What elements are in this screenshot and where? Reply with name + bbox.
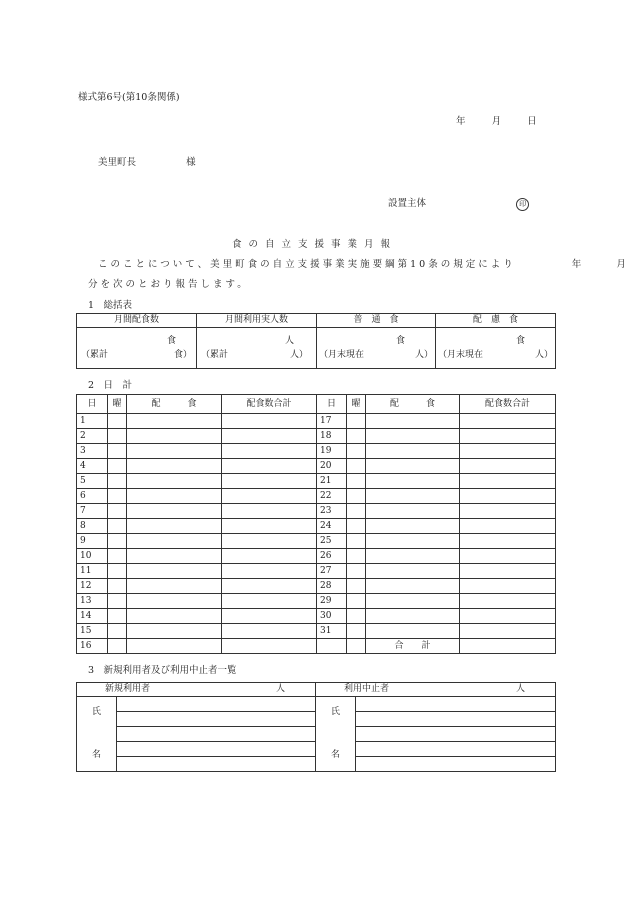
day-number: 31 [317,624,347,639]
day-number: 18 [317,429,347,444]
weekday-cell [347,579,366,594]
summary-value-row [77,328,556,369]
users-table [76,682,556,772]
meal-total-cell [460,414,556,429]
header-meal: 配 食 [366,395,460,414]
table-row [77,519,556,534]
date-year: 年 [456,116,466,127]
header-weekday: 曜 [347,395,366,414]
stopped-users-unit: 人 [515,684,525,694]
weekday-cell [347,564,366,579]
table-row [77,579,556,594]
day-number: 9 [77,534,108,549]
table-row [77,429,556,444]
new-users-unit: 人 [275,684,285,694]
stopped-user-entry [356,757,556,772]
meal-total-cell [222,504,317,519]
weekday-cell [347,474,366,489]
meal-total-cell [460,429,556,444]
table-row [77,549,556,564]
meal-total-cell [222,459,317,474]
meal-cell [127,504,222,519]
stopped-users-header [316,683,556,697]
new-name-label [77,697,117,772]
day-number: 20 [317,459,347,474]
meal-cell [366,474,460,489]
meal-cell [127,609,222,624]
day-number: 28 [317,579,347,594]
meal-cell [127,549,222,564]
meal-total-cell [460,579,556,594]
weekday-cell [108,564,127,579]
new-user-entry [117,712,316,727]
weekday-cell [347,414,366,429]
meal-cell [366,624,460,639]
sender [388,195,529,211]
meal-cell [366,414,460,429]
name-bottom-char: 名 [91,750,101,760]
new-users-header [77,683,316,697]
grand-total-cell [460,639,556,654]
day-number: 26 [317,549,347,564]
meal-total-cell [460,624,556,639]
meal-total-cell [460,594,556,609]
new-user-entry [117,727,316,742]
meal-cell [366,459,460,474]
meal-total-cell [222,624,317,639]
meal-total-cell [460,504,556,519]
summary-cell-meals [77,328,197,369]
meal-cell [366,519,460,534]
weekday-cell [347,429,366,444]
table-row [77,504,556,519]
meal-total-cell [222,414,317,429]
section2-heading: 2 日 計 [88,380,133,391]
table-row [77,459,556,474]
header-meal: 配 食 [127,395,222,414]
cumulative-open: （累計 [201,349,229,360]
meal-total-cell [222,444,317,459]
meal-cell [366,594,460,609]
summary-cell-special [436,328,556,369]
meal-total-cell [460,534,556,549]
summary-cell-users [197,328,317,369]
weekday-cell [347,609,366,624]
name-bottom-char: 名 [330,750,340,760]
name-top-char: 氏 [330,707,340,717]
meal-cell [127,534,222,549]
header-monthly-users: 月間利用実人数 [197,314,317,328]
meal-total-cell [460,474,556,489]
meal-total-cell [460,444,556,459]
weekday-cell [108,429,127,444]
day-number: 5 [77,474,108,489]
intro-year: 年 [571,259,585,270]
addressee-name: 美里町長 [98,157,137,168]
day-number: 14 [77,609,108,624]
weekday-cell [108,579,127,594]
header-meal-total: 配食数合計 [460,395,556,414]
header-special-meals: 配 慮 食 [436,314,556,328]
header-day: 日 [77,395,108,414]
day-number [317,639,347,654]
weekday-cell [108,459,127,474]
meal-total-cell [460,564,556,579]
day-number: 23 [317,504,347,519]
weekday-cell [108,474,127,489]
seal-icon: 印 [516,198,529,211]
meal-cell [366,549,460,564]
header-weekday: 曜 [108,395,127,414]
day-number: 13 [77,594,108,609]
month-end-close: 人） [414,349,433,360]
table-row [77,414,556,429]
header-day: 日 [317,395,347,414]
meal-total-cell [460,489,556,504]
weekday-cell [347,444,366,459]
weekday-cell [347,519,366,534]
meal-cell [127,639,222,654]
meal-total-cell [222,639,317,654]
meal-total-cell [222,534,317,549]
day-number: 10 [77,549,108,564]
weekday-cell [347,624,366,639]
stopped-users-label: 利用中止者 [344,684,390,694]
header-monthly-meals: 月間配食数 [77,314,197,328]
weekday-cell [347,549,366,564]
header-regular-meals: 普 通 食 [317,314,436,328]
weekday-cell [108,609,127,624]
summary-table [76,313,556,369]
weekday-cell [108,639,127,654]
date-month: 月 [491,116,502,127]
stopped-user-entry [356,727,556,742]
unit-label: 食 [166,335,176,346]
stopped-user-entry [356,742,556,757]
weekday-cell [108,504,127,519]
weekday-cell [347,534,366,549]
intro-month: 月 [616,259,629,270]
header-meal-total: 配食数合計 [222,395,317,414]
month-end-open: （月末現在 [319,349,365,360]
meal-total-cell [222,429,317,444]
meal-total-cell [460,519,556,534]
new-user-entry [117,742,316,757]
page-title: 食の自立支援事業月報 [232,239,398,250]
day-number: 24 [317,519,347,534]
weekday-cell [347,594,366,609]
weekday-cell [108,549,127,564]
form-number: 様式第6号(第10条関係) [78,92,180,103]
name-top-char: 氏 [91,707,101,717]
cumulative-close: 食） [173,349,192,360]
stopped-name-label [316,697,356,772]
stopped-user-entry [356,712,556,727]
weekday-cell [108,519,127,534]
meal-cell [366,504,460,519]
sender-label: 設置主体 [388,198,427,209]
table-row [77,697,556,712]
intro-text: このことについて、美里町食の自立支援事業実施要綱第10条の規定により [98,259,516,270]
summary-cell-regular [317,328,436,369]
meal-cell [127,429,222,444]
meal-cell [366,429,460,444]
month-end-open: （月末現在 [438,349,484,360]
weekday-cell [347,504,366,519]
meal-cell [366,444,460,459]
day-number: 19 [317,444,347,459]
daily-table [76,394,556,654]
new-user-entry [117,757,316,772]
section1-heading: 1 総括表 [88,300,133,311]
meal-total-cell [460,609,556,624]
day-number: 25 [317,534,347,549]
unit-label: 食 [515,335,525,346]
day-number: 29 [317,594,347,609]
intro-line1 [98,256,629,270]
meal-total-cell [222,519,317,534]
meal-cell [127,459,222,474]
meal-cell [366,609,460,624]
table-row [77,474,556,489]
meal-total-cell [460,549,556,564]
meal-cell [127,564,222,579]
addressee [98,154,196,168]
meal-cell [366,579,460,594]
day-number: 16 [77,639,108,654]
weekday-cell [108,534,127,549]
table-row [77,534,556,549]
stopped-user-entry [356,697,556,712]
weekday-cell [347,639,366,654]
meal-cell [366,489,460,504]
meal-cell [127,444,222,459]
table-row [77,564,556,579]
summary-header-row [77,314,556,328]
users-header-row [77,683,556,697]
cumulative-open: （累計 [81,349,109,360]
weekday-cell [347,489,366,504]
meal-total-cell [222,579,317,594]
meal-total-cell [222,474,317,489]
day-number: 7 [77,504,108,519]
meal-total-cell [222,564,317,579]
meal-cell [366,534,460,549]
new-user-entry [117,697,316,712]
day-number: 2 [77,429,108,444]
meal-total-cell [222,594,317,609]
date-line [456,113,537,127]
weekday-cell [108,624,127,639]
meal-cell [366,564,460,579]
table-row [77,594,556,609]
section3-heading: 3 新規利用者及び利用中止者一覧 [88,665,237,676]
weekday-cell [347,459,366,474]
month-end-close: 人） [534,349,553,360]
table-row [77,444,556,459]
intro-line2: 分を次のとおり報告します。 [88,279,250,290]
addressee-honorific: 様 [186,157,196,168]
meal-cell [127,594,222,609]
new-users-label: 新規利用者 [105,684,151,694]
day-number: 6 [77,489,108,504]
meal-cell [127,474,222,489]
meal-total-cell [222,609,317,624]
weekday-cell [108,414,127,429]
table-row [77,624,556,639]
meal-cell [127,579,222,594]
day-number: 1 [77,414,108,429]
day-number: 11 [77,564,108,579]
date-day: 日 [527,116,537,127]
weekday-cell [108,489,127,504]
meal-total-cell [460,459,556,474]
meal-cell [127,519,222,534]
meal-total-cell [222,489,317,504]
weekday-cell [108,444,127,459]
day-number: 3 [77,444,108,459]
day-number: 22 [317,489,347,504]
day-number: 8 [77,519,108,534]
daily-header-row [77,395,556,414]
weekday-cell [108,594,127,609]
meal-cell [127,624,222,639]
table-row [77,639,556,654]
meal-cell [127,414,222,429]
meal-cell [127,489,222,504]
day-number: 21 [317,474,347,489]
meal-total-cell [222,549,317,564]
day-number: 30 [317,609,347,624]
total-label: 合 計 [366,639,460,654]
unit-label: 人 [284,335,294,346]
table-row [77,609,556,624]
day-number: 12 [77,579,108,594]
table-row [77,489,556,504]
unit-label: 食 [395,335,405,346]
day-number: 27 [317,564,347,579]
day-number: 15 [77,624,108,639]
day-number: 17 [317,414,347,429]
day-number: 4 [77,459,108,474]
cumulative-close: 人） [289,349,308,360]
